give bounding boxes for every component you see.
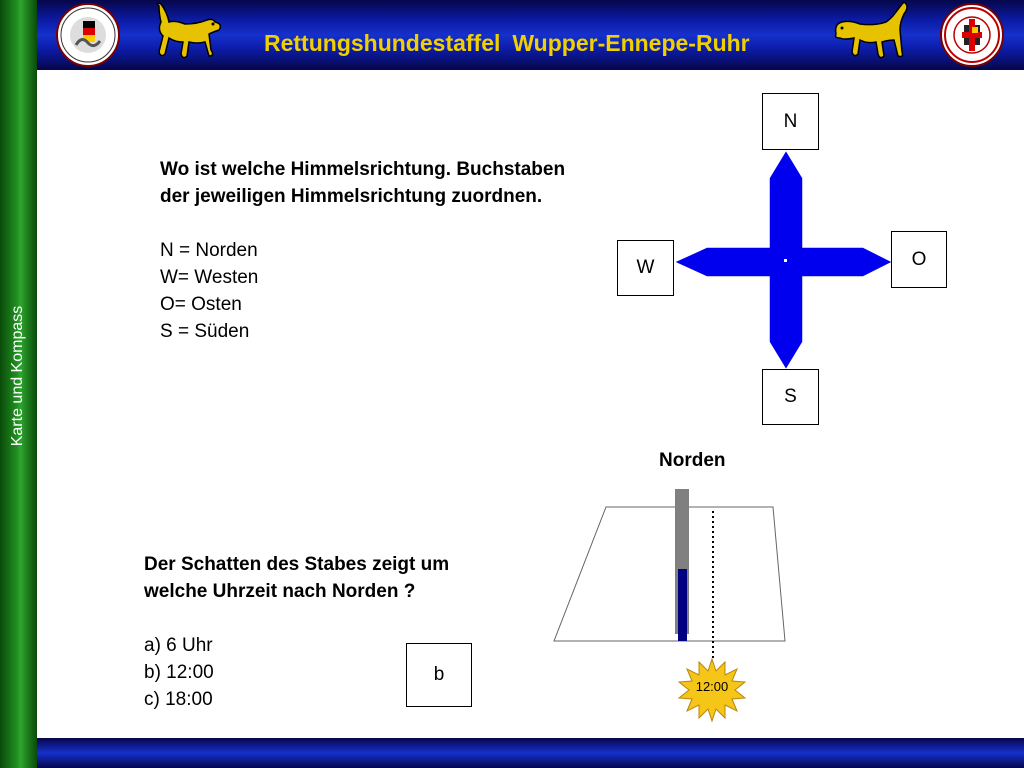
compass-cross [674,150,893,370]
option-b: b) 12:00 [144,662,214,683]
legend-east: O= Osten [160,294,242,315]
compass-box-south[interactable]: S [762,369,819,425]
question-shadow-line1: Der Schatten des Stabes zeigt um [144,554,450,575]
question-compass-line1: Wo ist welche Himmelsrichtung. Buchstaben [160,159,566,180]
compass-box-west[interactable]: W [617,240,674,296]
question-shadow [144,551,449,713]
footer-bar [37,738,1024,768]
legend-south: S = Süden [160,321,250,342]
header-title-org: Rettungshundestaffel [264,30,501,56]
legend-north: N = Norden [160,240,258,261]
answer-box[interactable]: b [406,643,472,707]
question-compass-line2: der jeweiligen Himmelsrichtung zuordnen. [160,186,543,207]
sun-time-label: 12:00 [695,679,729,694]
ground-plane [554,507,785,641]
sidebar-title: Karte und Kompass [9,305,26,447]
compass-center-dot [784,259,787,262]
sundial-north-label: Norden [659,450,726,471]
question-shadow-line2: welche Uhrzeit nach Norden ? [144,581,416,602]
compass-box-east[interactable]: O [891,231,947,288]
legend-west: W= Westen [160,267,259,288]
option-a: a) 6 Uhr [144,635,213,656]
option-c: c) 18:00 [144,689,213,710]
compass-box-north[interactable]: N [762,93,819,150]
compass-arrows-icon [674,150,893,370]
header-title-region: Wupper-Ennepe-Ruhr [512,30,750,56]
shadow [678,569,687,641]
